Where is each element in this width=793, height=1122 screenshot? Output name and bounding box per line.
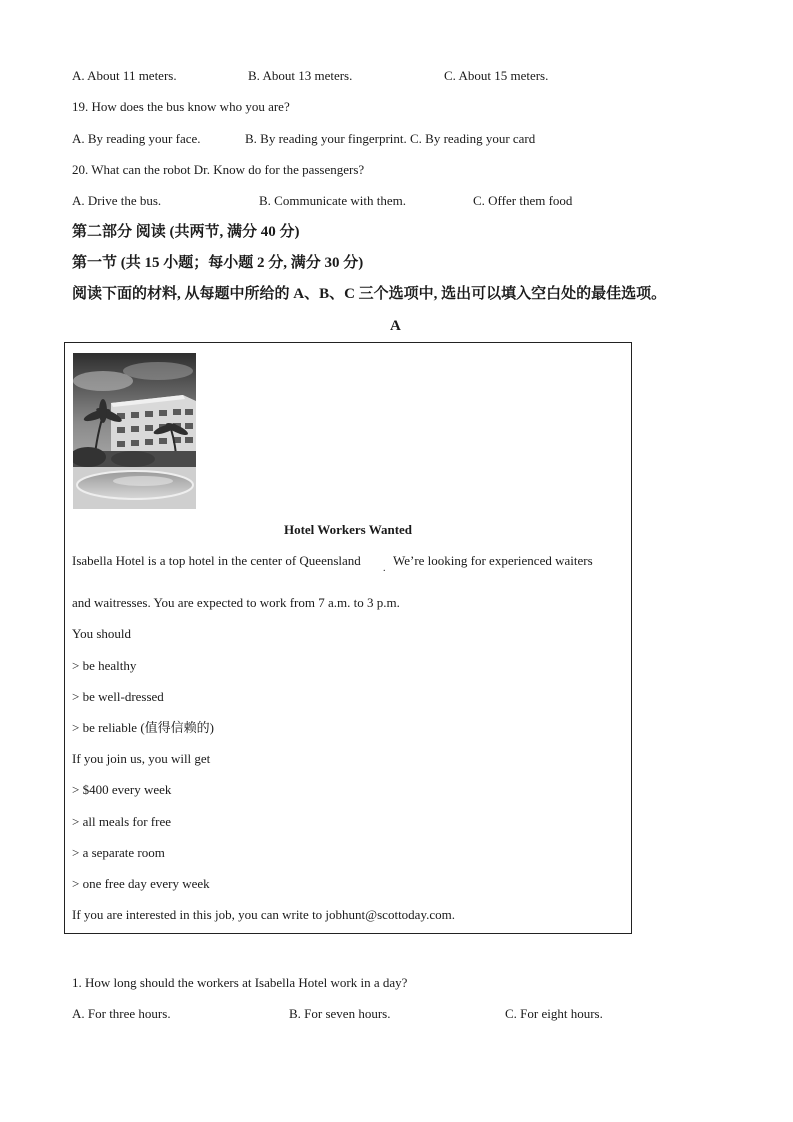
q20-option-a: A. Drive the bus. [72, 193, 162, 208]
ad-intro-line-1: Isabella Hotel is a top hotel in the center of Queensland [72, 553, 361, 568]
q19-option-bc: B. By reading your fingerprint. C. By reading your card [245, 131, 536, 146]
contact-line: If you are interested in this job, you can write to jobhunt@scottoday.com. [72, 907, 455, 922]
requirement-item: > be healthy [72, 658, 137, 673]
benefit-item: > $400 every week [72, 782, 172, 797]
q20-option-b: B. Communicate with them. [259, 193, 406, 208]
benefit-item: > all meals for free [72, 814, 172, 829]
hotel-ad-box [64, 342, 632, 934]
requirement-item: > be reliable (值得信赖的) [72, 720, 214, 735]
instructions: 阅读下面的材料, 从每题中所给的 A、B、C 三个选项中, 选出可以填入空白处的最佳选项。 [72, 286, 667, 302]
should-label: You should [72, 626, 132, 641]
q18-option-c: C. About 15 meters. [444, 68, 549, 83]
q19-option-a: A. By reading your face. [72, 131, 201, 146]
passage-label: A [390, 318, 401, 334]
ad-intro-line-2: We’re looking for experienced waiters [393, 553, 593, 568]
requirement-item: > be well-dressed [72, 689, 164, 704]
q1-option-c: C. For eight hours. [505, 1006, 603, 1021]
q18-option-a: A. About 11 meters. [72, 68, 177, 83]
q1-question: 1. How long should the workers at Isabella Hotel work in a day? [72, 975, 408, 990]
q20-option-c: C. Offer them food [473, 193, 573, 208]
q18-option-b: B. About 13 meters. [248, 68, 353, 83]
benefits-label: If you join us, you will get [72, 751, 211, 766]
q19-question: 19. How does the bus know who you are? [72, 99, 290, 114]
q20-question: 20. What can the robot Dr. Know do for the passengers? [72, 162, 365, 177]
ad-title: Hotel Workers Wanted [283, 522, 413, 537]
part-heading: 第二部分 阅读 (共两节, 满分 40 分) [72, 224, 300, 240]
q1-option-a: A. For three hours. [72, 1006, 171, 1021]
ad-intro-line-3: and waitresses. You are expected to work from 7 a.m. to 3 p.m. [72, 595, 400, 610]
hotel-photo [73, 353, 196, 509]
ad-intro-dot: . [383, 563, 386, 574]
subsection-heading: 第一节 (共 15 小题；每小题 2 分, 满分 30 分) [72, 255, 364, 271]
q1-option-b: B. For seven hours. [289, 1006, 391, 1021]
benefit-item: > a separate room [72, 845, 165, 860]
benefit-item: > one free day every week [72, 876, 210, 891]
